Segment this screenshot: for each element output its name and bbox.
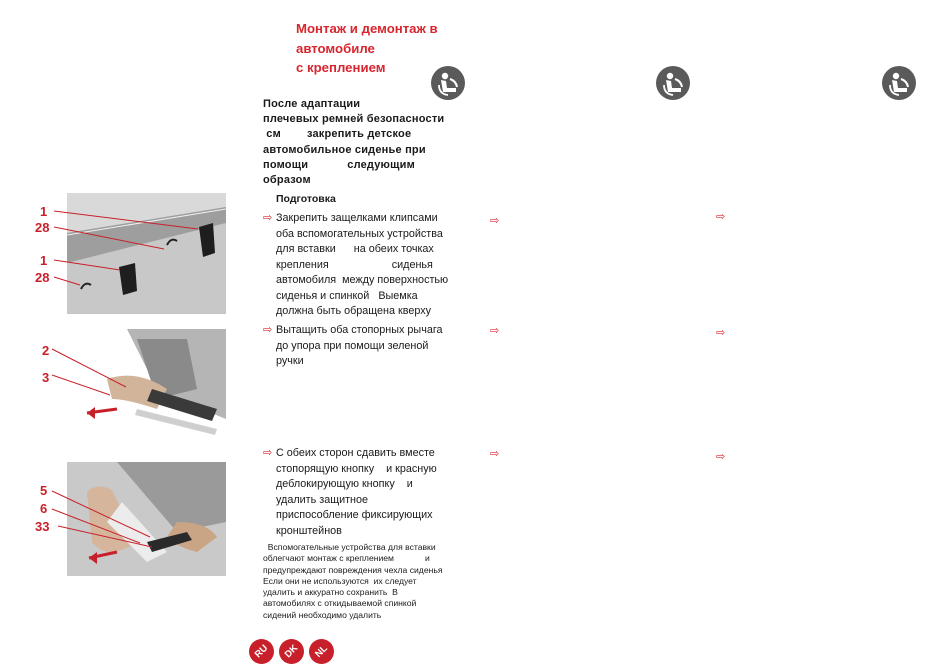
callout-number: 1 xyxy=(40,204,48,219)
figure-1-leader-lines xyxy=(40,205,230,295)
arrow-icon: ⇨ xyxy=(490,215,500,227)
preparation-heading: Подготовка xyxy=(276,193,336,205)
step-line: для вставки на обеих точках xyxy=(276,243,434,255)
language-badge-dk[interactable]: DK xyxy=(274,634,309,669)
arrow-icon: ⇨ xyxy=(716,211,726,223)
step-line: кронштейнов xyxy=(276,524,342,537)
intro-line: автомобильное сиденье при xyxy=(263,143,426,156)
note-line: Если они не используются их следует xyxy=(263,575,417,586)
callout-number: 5 xyxy=(40,483,48,498)
intro-line: образом xyxy=(263,174,311,187)
arrow-icon: ⇨ xyxy=(716,451,726,463)
title-line: с креплением xyxy=(296,60,386,75)
arrow-icon: ⇨ xyxy=(490,325,500,337)
language-badge-ru[interactable]: RU xyxy=(244,634,279,669)
figure-2-leader-lines xyxy=(40,345,160,405)
note-line: удалить и аккуратно сохранить В xyxy=(263,587,398,598)
step-line: должна быть обращена кверху xyxy=(276,305,432,317)
note-line: автомобилях с откидываемой спинкой xyxy=(263,598,417,609)
step-3 xyxy=(263,446,473,539)
callout-number: 1 xyxy=(40,253,48,268)
arrow-icon: ⇨ xyxy=(263,212,273,224)
title-line: Монтаж и демонтаж в xyxy=(296,21,438,36)
figure-3-leader-lines xyxy=(40,485,180,555)
callout-number: 28 xyxy=(35,270,50,285)
intro-line: см закрепить детское xyxy=(263,128,412,141)
step-line: оба вспомогательных устройства xyxy=(276,227,443,240)
step-line: крепления сиденья xyxy=(276,258,433,271)
note-line: предупреждают повреждения чехла сиденья xyxy=(263,564,443,575)
seat-mount-icon xyxy=(431,66,465,100)
arrow-icon: ⇨ xyxy=(716,327,726,339)
step-1 xyxy=(263,211,473,320)
language-badge-nl[interactable]: NL xyxy=(304,634,339,669)
seat-mount-icon xyxy=(882,66,916,100)
seat-mount-icon xyxy=(656,66,690,100)
callout-number: 3 xyxy=(42,370,50,385)
step-line: Закрепить защелками клипсами xyxy=(276,212,438,224)
step-line: ручки xyxy=(276,355,304,367)
step-line: Вытащить оба стопорных рычага xyxy=(276,324,443,336)
step-line: до упора при помощи зеленой xyxy=(276,339,429,352)
arrow-icon: ⇨ xyxy=(263,324,273,336)
callout-number: 2 xyxy=(42,343,50,358)
arrow-icon: ⇨ xyxy=(263,447,273,459)
step-line: деблокирующую кнопку и xyxy=(276,478,413,490)
step-line: удалить защитное xyxy=(276,493,369,506)
callout-number: 28 xyxy=(35,220,50,235)
step-line: приспособление фиксирующих xyxy=(276,509,433,521)
intro-paragraph xyxy=(263,97,473,188)
step-line: сиденья и спинкой Выемка xyxy=(276,289,418,302)
note-paragraph xyxy=(263,542,473,621)
callout-number: 6 xyxy=(40,501,48,516)
step-line: автомобиля между поверхностью xyxy=(276,274,449,286)
note-line: облегчают монтаж с креплением и xyxy=(263,553,430,564)
note-line: сидений необходимо удалить xyxy=(263,609,382,620)
note-line: Вспомогательные устройства для вставки xyxy=(263,542,436,552)
callout-number: 33 xyxy=(35,519,50,534)
step-2 xyxy=(263,323,473,370)
intro-line: помощи следующим xyxy=(263,158,415,171)
arrow-icon: ⇨ xyxy=(490,448,500,460)
intro-line: плечевых ремней безопасности xyxy=(263,113,445,126)
step-line: стопорящую кнопку и красную xyxy=(276,462,437,475)
step-line: С обеих сторон сдавить вместе xyxy=(276,447,435,459)
intro-line: После адаптации xyxy=(263,98,361,110)
title-line: автомобиле xyxy=(296,40,375,56)
